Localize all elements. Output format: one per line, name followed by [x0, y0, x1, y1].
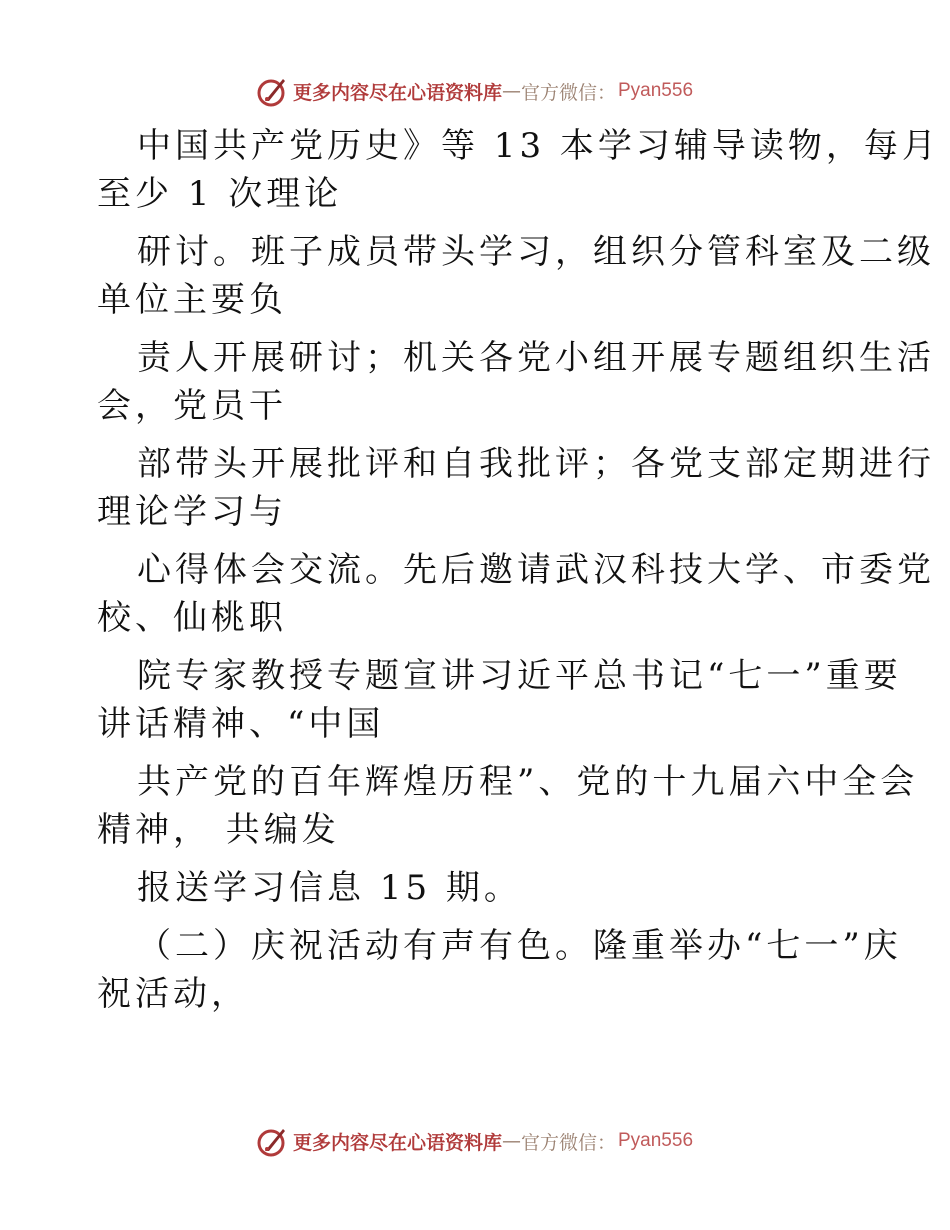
watermark-main-text: 更多内容尽在心语资料库: [292, 81, 502, 104]
body-line: 研讨。班子成员带头学习，组织分管科室及二级: [137, 232, 935, 272]
watermark-main-text: 更多内容尽在心语资料库: [292, 1131, 502, 1154]
body-line: 责人开展研讨；机关各党小组开展专题组织生活: [137, 338, 935, 378]
watermark-id: Pyan556: [618, 80, 694, 101]
body-line: （二）庆祝活动有声有色。隆重举办“七一”庆: [137, 926, 902, 966]
quill-logo-icon: [257, 1125, 289, 1157]
body-line: 校、仙桃职: [97, 598, 287, 638]
header-watermark: [0, 71, 950, 111]
body-line: 院专家教授专题宣讲习近平总书记“七一”重要: [137, 656, 902, 696]
body-line: 祝活动，: [97, 974, 249, 1014]
body-line: 讲话精神、“中国: [97, 704, 385, 744]
watermark-dash: —: [501, 1130, 521, 1152]
watermark-id: Pyan556: [618, 1130, 694, 1151]
watermark-dash: —: [501, 80, 521, 102]
body-line: 中国共产党历史》等 13 本学习辅导读物，每月: [137, 126, 940, 166]
body-line: 会，党员干: [97, 386, 287, 426]
watermark-sub-text: 官方微信：: [520, 1131, 616, 1154]
document-body: [97, 122, 940, 1018]
body-line: 精神， 共编发: [97, 810, 340, 850]
body-line: 部带头开展批评和自我批评；各党支部定期进行: [137, 444, 935, 484]
body-line: 心得体会交流。先后邀请武汉科技大学、市委党: [137, 550, 935, 590]
watermark-sub-text: 官方微信：: [520, 81, 616, 104]
body-line: 单位主要负: [97, 280, 287, 320]
body-line: 至少 1 次理论: [97, 174, 343, 214]
footer-watermark: [0, 1121, 950, 1161]
quill-logo-icon: [257, 75, 289, 107]
body-line: 共产党的百年辉煌历程”、党的十九届六中全会: [137, 762, 919, 802]
body-line: 理论学习与: [97, 492, 287, 532]
body-line: 报送学习信息 15 期。: [137, 868, 522, 908]
